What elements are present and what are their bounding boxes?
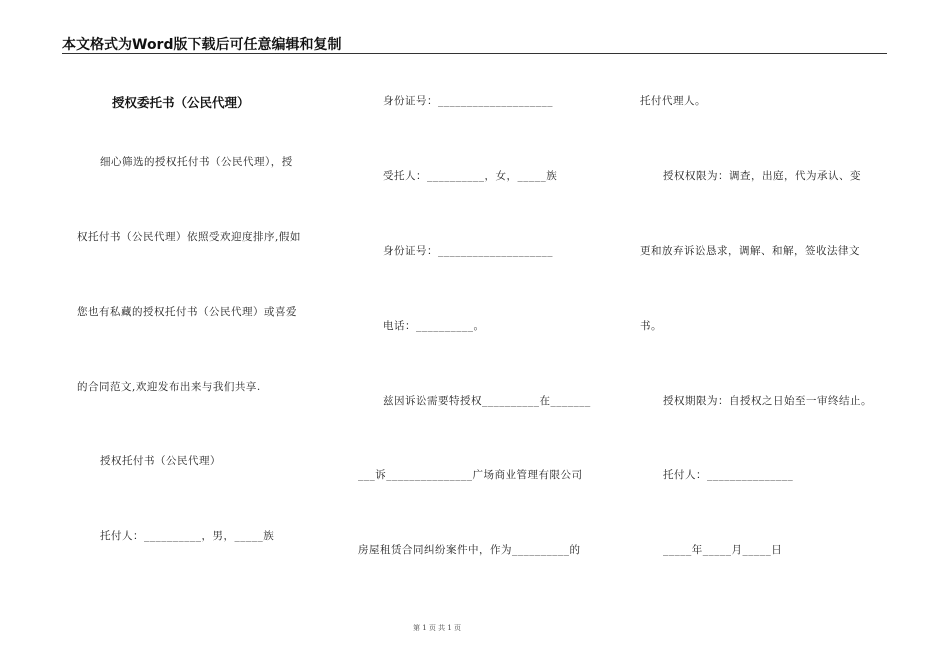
col3-line-1: 托付代理人。 bbox=[640, 95, 706, 107]
col2-line-5: 兹因诉讼需要特授权__________在_______ bbox=[383, 395, 591, 407]
col3-line-4: 书。 bbox=[640, 320, 662, 332]
col3-line-6: 托付人：_______________ bbox=[663, 469, 794, 481]
col3-line-2: 授权权限为：调查，出庭，代为承认、变 bbox=[663, 170, 861, 182]
col3-line-3: 更和放弃诉讼恳求，调解、和解，签收法律文 bbox=[640, 245, 860, 257]
col1-line-2: 权托付书（公民代理）依照受欢迎度排序,假如 bbox=[77, 231, 301, 243]
header-text: 本文格式为Word版下载后可任意编辑和复制 bbox=[62, 37, 342, 53]
col2-line-3: 身份证号：____________________ bbox=[383, 245, 553, 257]
col3-line-7: _____年_____月_____日 bbox=[663, 544, 783, 556]
col1-line-5: 授权托付书（公民代理） bbox=[100, 455, 221, 467]
col1-line-3: 您也有私藏的授权托付书（公民代理）或喜爱 bbox=[77, 306, 297, 318]
col2-line-1: 身份证号：____________________ bbox=[383, 95, 553, 107]
col3-line-5: 授权期限为：自授权之日始至一审终结止。 bbox=[663, 395, 872, 407]
page-number: 第 1 页 共 1 页 bbox=[413, 624, 462, 632]
col2-line-2: 受托人：__________，女，_____族 bbox=[383, 170, 558, 182]
col1-line-6: 托付人：__________，男，_____族 bbox=[100, 530, 275, 542]
col2-line-7: 房屋租赁合同纠纷案件中，作为__________的 bbox=[358, 544, 581, 556]
col1-line-1: 细心筛选的授权托付书（公民代理），授 bbox=[100, 156, 293, 168]
document-title: 授权委托书（公民代理） bbox=[112, 95, 250, 110]
col2-line-6: ___诉_______________广场商业管理有限公司 bbox=[358, 469, 583, 481]
col2-line-4: 电话：__________。 bbox=[383, 320, 485, 332]
col1-line-4: 的合同范文,欢迎发布出来与我们共享. bbox=[77, 381, 261, 393]
header-divider bbox=[62, 53, 887, 54]
